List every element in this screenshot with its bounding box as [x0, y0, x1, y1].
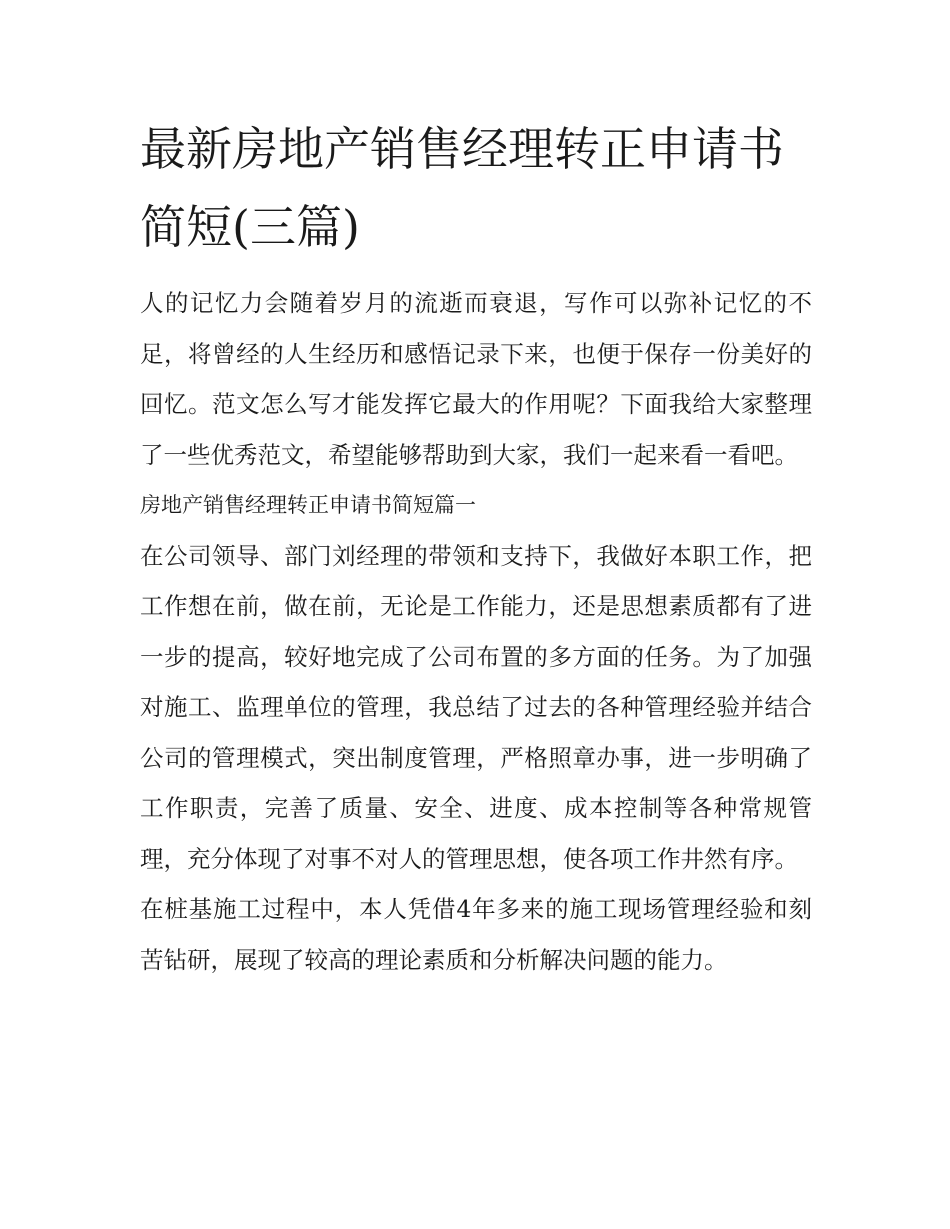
intro-paragraph: 人的记忆力会随着岁月的流逝而衰退，写作可以弥补记忆的不足，将曾经的人生经历和感悟记录下来，也便于保存一份美好的回忆。范文怎么写才能发挥它最大的作用呢？下面我给大家整理了一些优秀范文，希望能够帮助到大家，我们一起来看一看吧。 [140, 289, 812, 469]
document-title: 最新房地产销售经理转正申请书简短(三篇) [140, 122, 784, 254]
body-paragraph: 在桩基施工过程中，本人凭借4年多来的施工现场管理经验和刻苦钻研，展现了较高的理论素质和分析解决问题的能力。 [140, 895, 812, 974]
document-page [140, 110, 812, 985]
body-paragraph: 在公司领导、部门刘经理的带领和支持下，我做好本职工作，把工作想在前，做在前，无论是工作能力，还是思想素质都有了进一步的提高，较好地完成了公司布置的多方面的任务。为了加强对施工、监理单位的管理，我总结了过去的各种管理经验并结合公司的管理模式，突出制度管理，严格照章办事，进一步明确了工作职责，完善了质量、安全、进度、成本控制等各种常规管理，充分体现了对事不对人的管理思想，使各项工作井然有序。 [140, 541, 812, 873]
section-heading: 房地产销售经理转正申请书简短篇一 [140, 493, 476, 517]
